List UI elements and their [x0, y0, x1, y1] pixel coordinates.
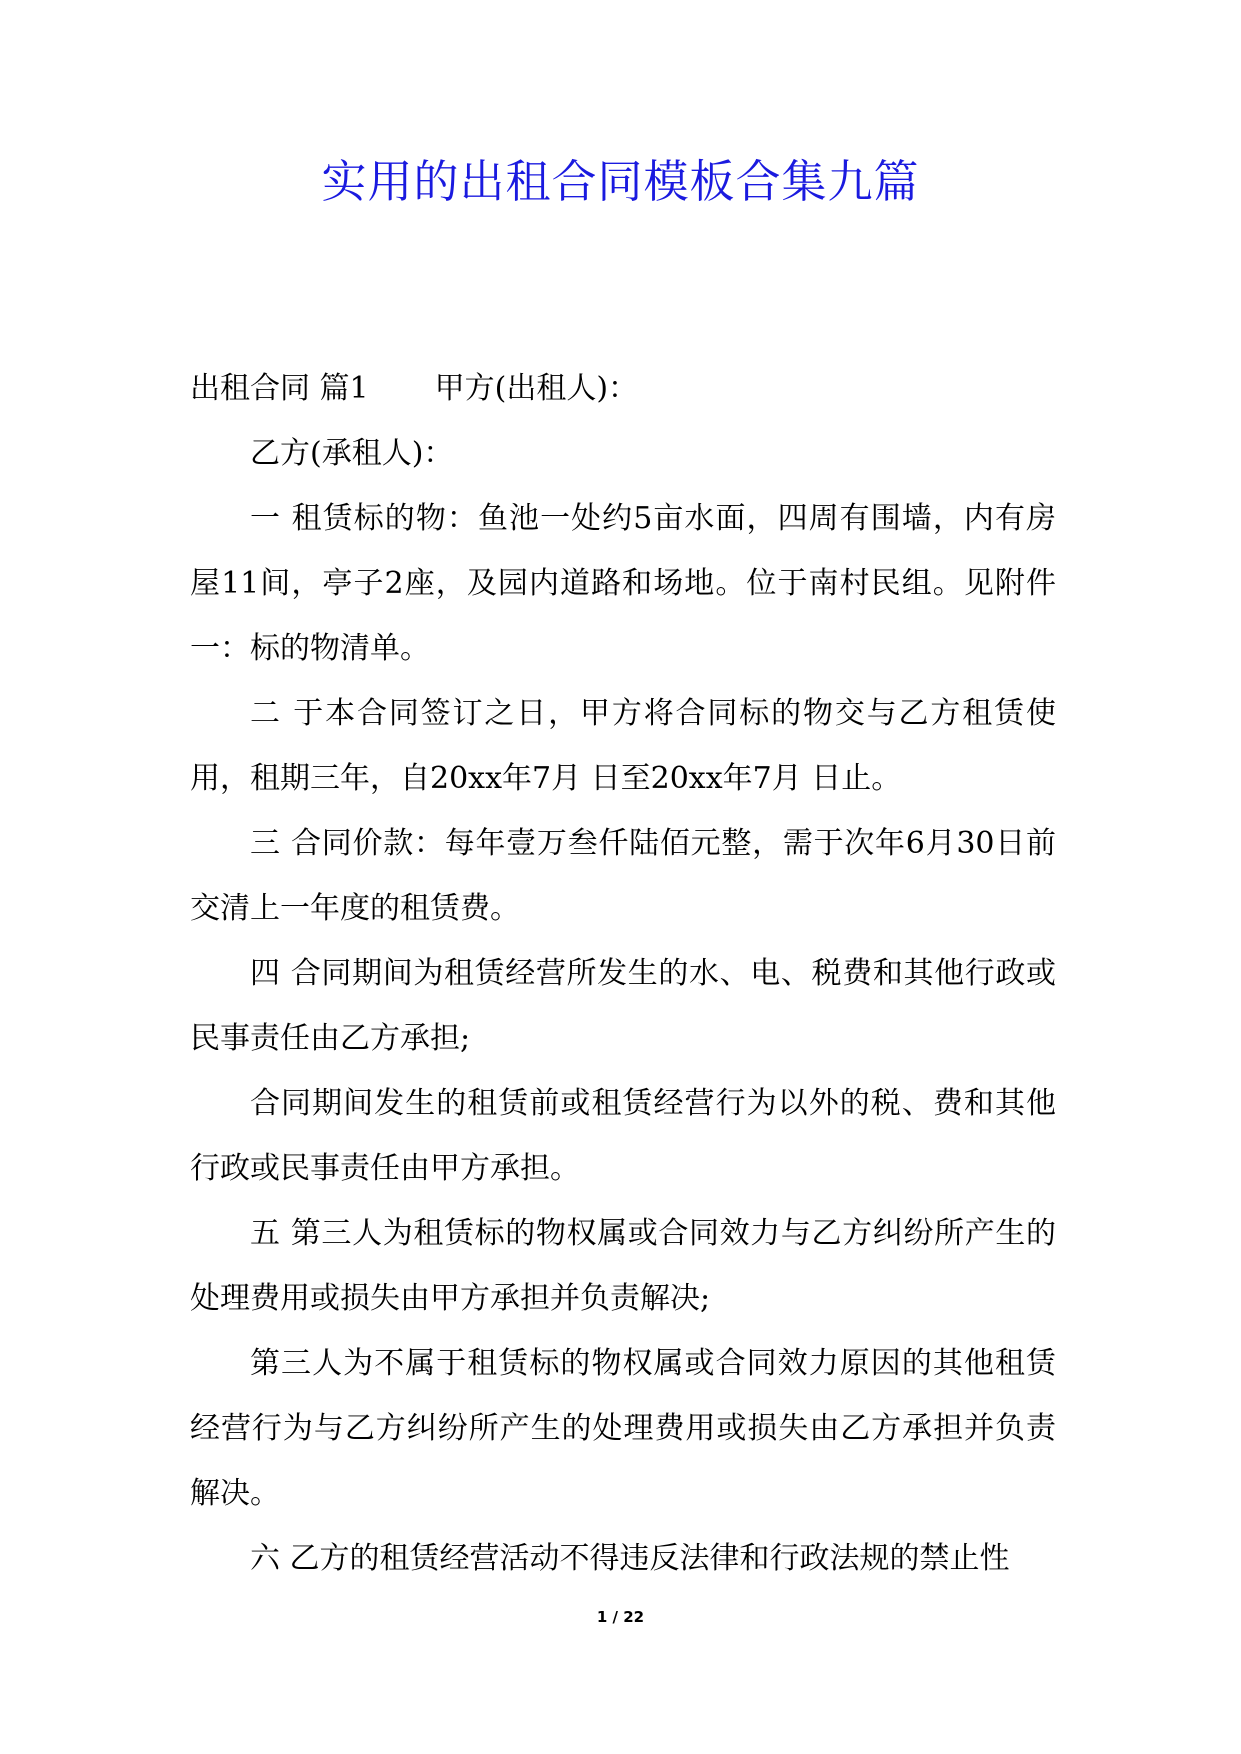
paragraph: 四 合同期间为租赁经营所发生的水、电、税费和其他行政或民事责任由乙方承担; — [190, 956, 1056, 1056]
party-a-label: 甲方(出租人)： — [434, 371, 639, 406]
paragraph: 乙方(承租人)： — [250, 436, 454, 471]
paragraph: 六 乙方的租赁经营活动不得违反法律和行政法规的禁止性 — [250, 1541, 1010, 1576]
paragraph: 五 第三人为租赁标的物权属或合同效力与乙方纠纷所产生的处理费用或损失由甲方承担并负责解决; — [190, 1216, 1056, 1316]
paragraph: 合同期间发生的租赁前或租赁经营行为以外的税、费和其他行政或民事责任由甲方承担。 — [190, 1086, 1056, 1186]
first-line — [190, 356, 1056, 421]
document-title: 实用的出租合同模板合集九篇 — [321, 155, 920, 208]
section-heading: 出租合同 篇1 — [190, 371, 369, 406]
document-body — [190, 356, 1056, 1591]
paragraph: 第三人为不属于租赁标的物权属或合同效力原因的其他租赁经营行为与乙方纠纷所产生的处理费用或损失由乙方承担并负责解决。 — [190, 1346, 1056, 1511]
paragraph: 二 于本合同签订之日，甲方将合同标的物交与乙方租赁使用，租期三年，自20xx年7月 日至20xx年7月 日止。 — [190, 696, 1056, 796]
paragraph: 三 合同价款：每年壹万叁仟陆佰元整，需于次年6月30日前交清上一年度的租赁费。 — [190, 826, 1056, 926]
paragraph: 一 租赁标的物：鱼池一处约5亩水面，四周有围墙，内有房屋11间，亭子2座，及园内道路和场地。位于南村民组。见附件一：标的物清单。 — [190, 501, 1056, 666]
page-number: 1 / 22 — [596, 1608, 645, 1626]
